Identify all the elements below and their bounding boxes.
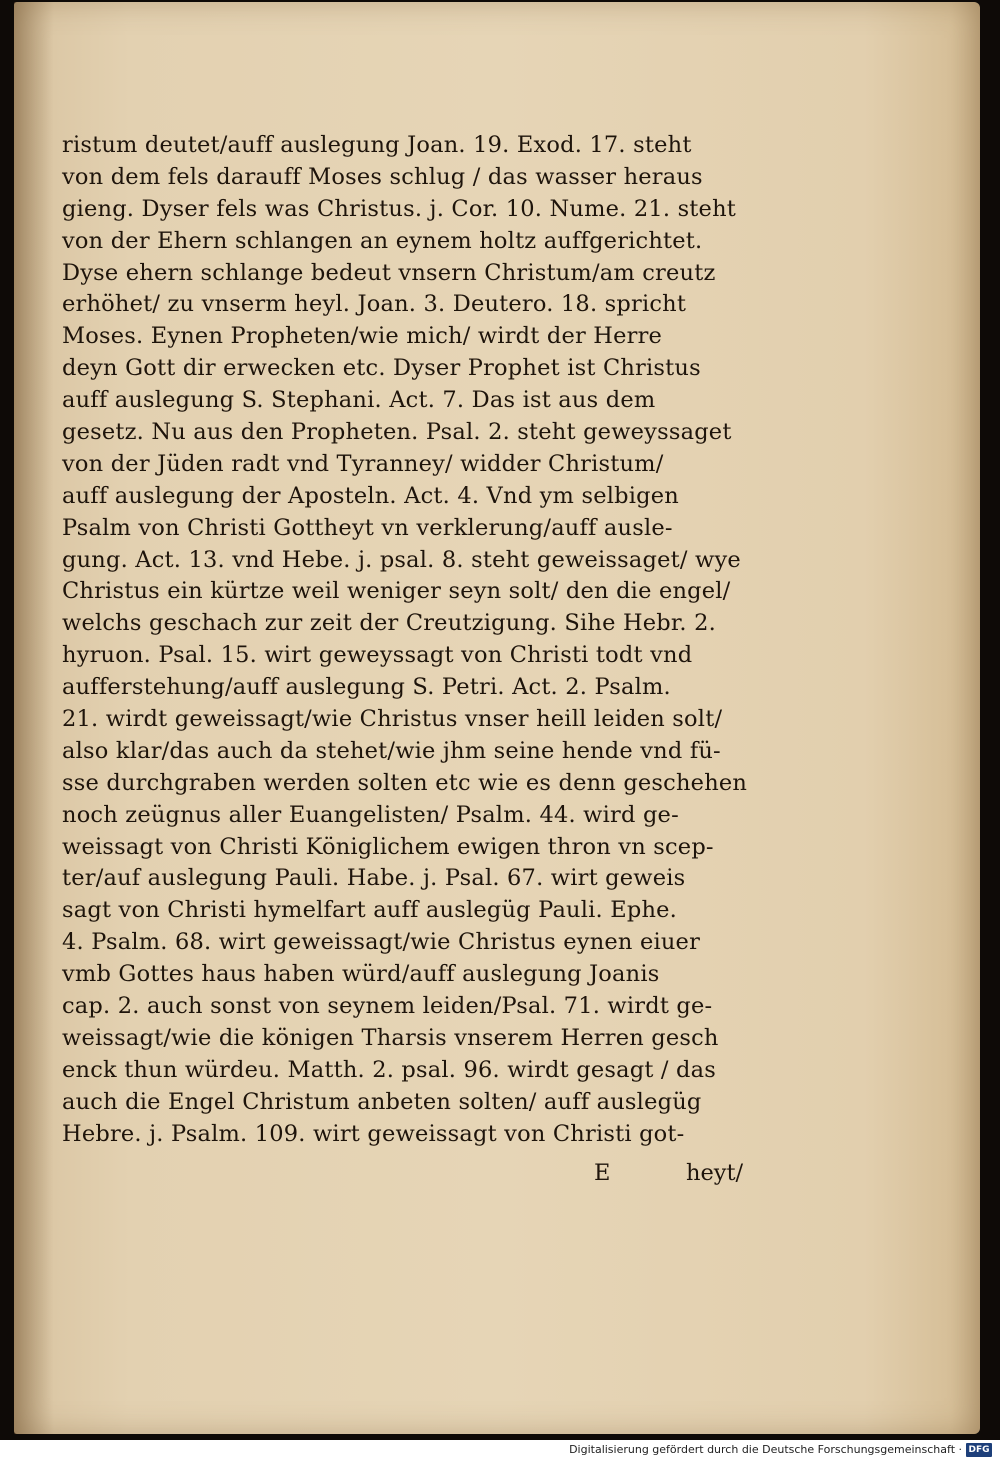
text-line: weissagt/wie die königen Tharsis vnserem Herren gesch bbox=[62, 1024, 719, 1051]
text-line: ter/auf auslegung Pauli. Habe. j. Psal. 67. wirt geweis bbox=[62, 865, 686, 892]
text-line: gesetz. Nu aus den Propheten. Psal. 2. steht geweyssaget bbox=[62, 419, 732, 446]
text-line: Hebre. j. Psalm. 109. wirt geweissagt von Christi got- bbox=[62, 1120, 685, 1147]
funding-credit: Digitalisierung gefördert durch die Deutsche Forschungsgemeinschaft · bbox=[569, 1443, 962, 1456]
text-line: auch die Engel Christum anbeten solten/ auff auslegüg bbox=[62, 1088, 702, 1115]
text-line: gung. Act. 13. vnd Hebe. j. psal. 8. steht geweissaget/ wye bbox=[62, 546, 741, 573]
text-line: ristum deutet/auff auslegung Joan. 19. Exod. 17. steht bbox=[62, 132, 692, 158]
text-line: aufferstehung/auff auslegung S. Petri. Act. 2. Psalm. bbox=[62, 674, 671, 701]
book-page bbox=[14, 2, 980, 1434]
text-line: gieng. Dyser fels was Christus. j. Cor. 10. Nume. 21. steht bbox=[62, 195, 737, 222]
page-text bbox=[62, 130, 962, 1151]
text-line: Moses. Eynen Propheten/wie mich/ wirdt der Herre bbox=[62, 323, 663, 350]
dfg-logo-icon: DFG bbox=[966, 1443, 992, 1457]
text-line: 21. wirdt geweissagt/wie Christus vnser heill leiden solt/ bbox=[62, 706, 723, 733]
text-line: hyruon. Psal. 15. wirt geweyssagt von Christi todt vnd bbox=[62, 642, 693, 669]
text-line: Dyse ehern schlange bedeut vnsern Christum/am creutz bbox=[62, 259, 716, 286]
text-line: von dem fels darauff Moses schlug / das wasser heraus bbox=[62, 163, 703, 190]
text-line: sse durchgraben werden solten etc wie es denn geschehen bbox=[62, 769, 748, 796]
footer-bar bbox=[0, 1440, 1000, 1461]
text-line: noch zeügnus aller Euangelisten/ Psalm. 44. wird ge- bbox=[62, 801, 679, 828]
text-line: von der Ehern schlangen an eynem holtz auffgerichtet. bbox=[62, 227, 703, 254]
text-line: welchs geschach zur zeit der Creutzigung. Sihe Hebr. 2. bbox=[62, 610, 716, 637]
text-line: erhöhet/ zu vnserm heyl. Joan. 3. Deutero. 18. spricht bbox=[62, 291, 687, 318]
text-line: deyn Gott dir erwecken etc. Dyser Prophet ist Christus bbox=[62, 355, 701, 382]
text-line: sagt von Christi hymelfart auff auslegüg Pauli. Ephe. bbox=[62, 897, 678, 924]
text-line: Psalm von Christi Gottheyt vn verklerung/auff ausle- bbox=[62, 514, 673, 541]
text-line: Christus ein kürtze weil weniger seyn solt/ den die engel/ bbox=[62, 578, 731, 605]
text-line: also klar/das auch da stehet/wie jhm seine hende vnd fü- bbox=[62, 737, 721, 764]
text-line: enck thun würdeu. Matth. 2. psal. 96. wirdt gesagt / das bbox=[62, 1056, 717, 1083]
signature-mark: E bbox=[594, 1160, 611, 1186]
text-line: auff auslegung S. Stephani. Act. 7. Das ist aus dem bbox=[62, 387, 656, 414]
text-line: auff auslegung der Aposteln. Act. 4. Vnd ym selbigen bbox=[62, 482, 679, 509]
catchword: heyt/ bbox=[686, 1160, 744, 1186]
text-line: von der Jüden radt vnd Tyranney/ widder Christum/ bbox=[62, 450, 664, 477]
text-line: cap. 2. auch sonst von seynem leiden/Psal. 71. wirdt ge- bbox=[62, 993, 713, 1020]
text-line: 4. Psalm. 68. wirt geweissagt/wie Christus eynen eiuer bbox=[62, 929, 701, 956]
text-line: vmb Gottes haus haben würd/auff auslegung Joanis bbox=[62, 961, 660, 988]
text-line: weissagt von Christi Königlichem ewigen thron vn scep- bbox=[62, 833, 714, 860]
